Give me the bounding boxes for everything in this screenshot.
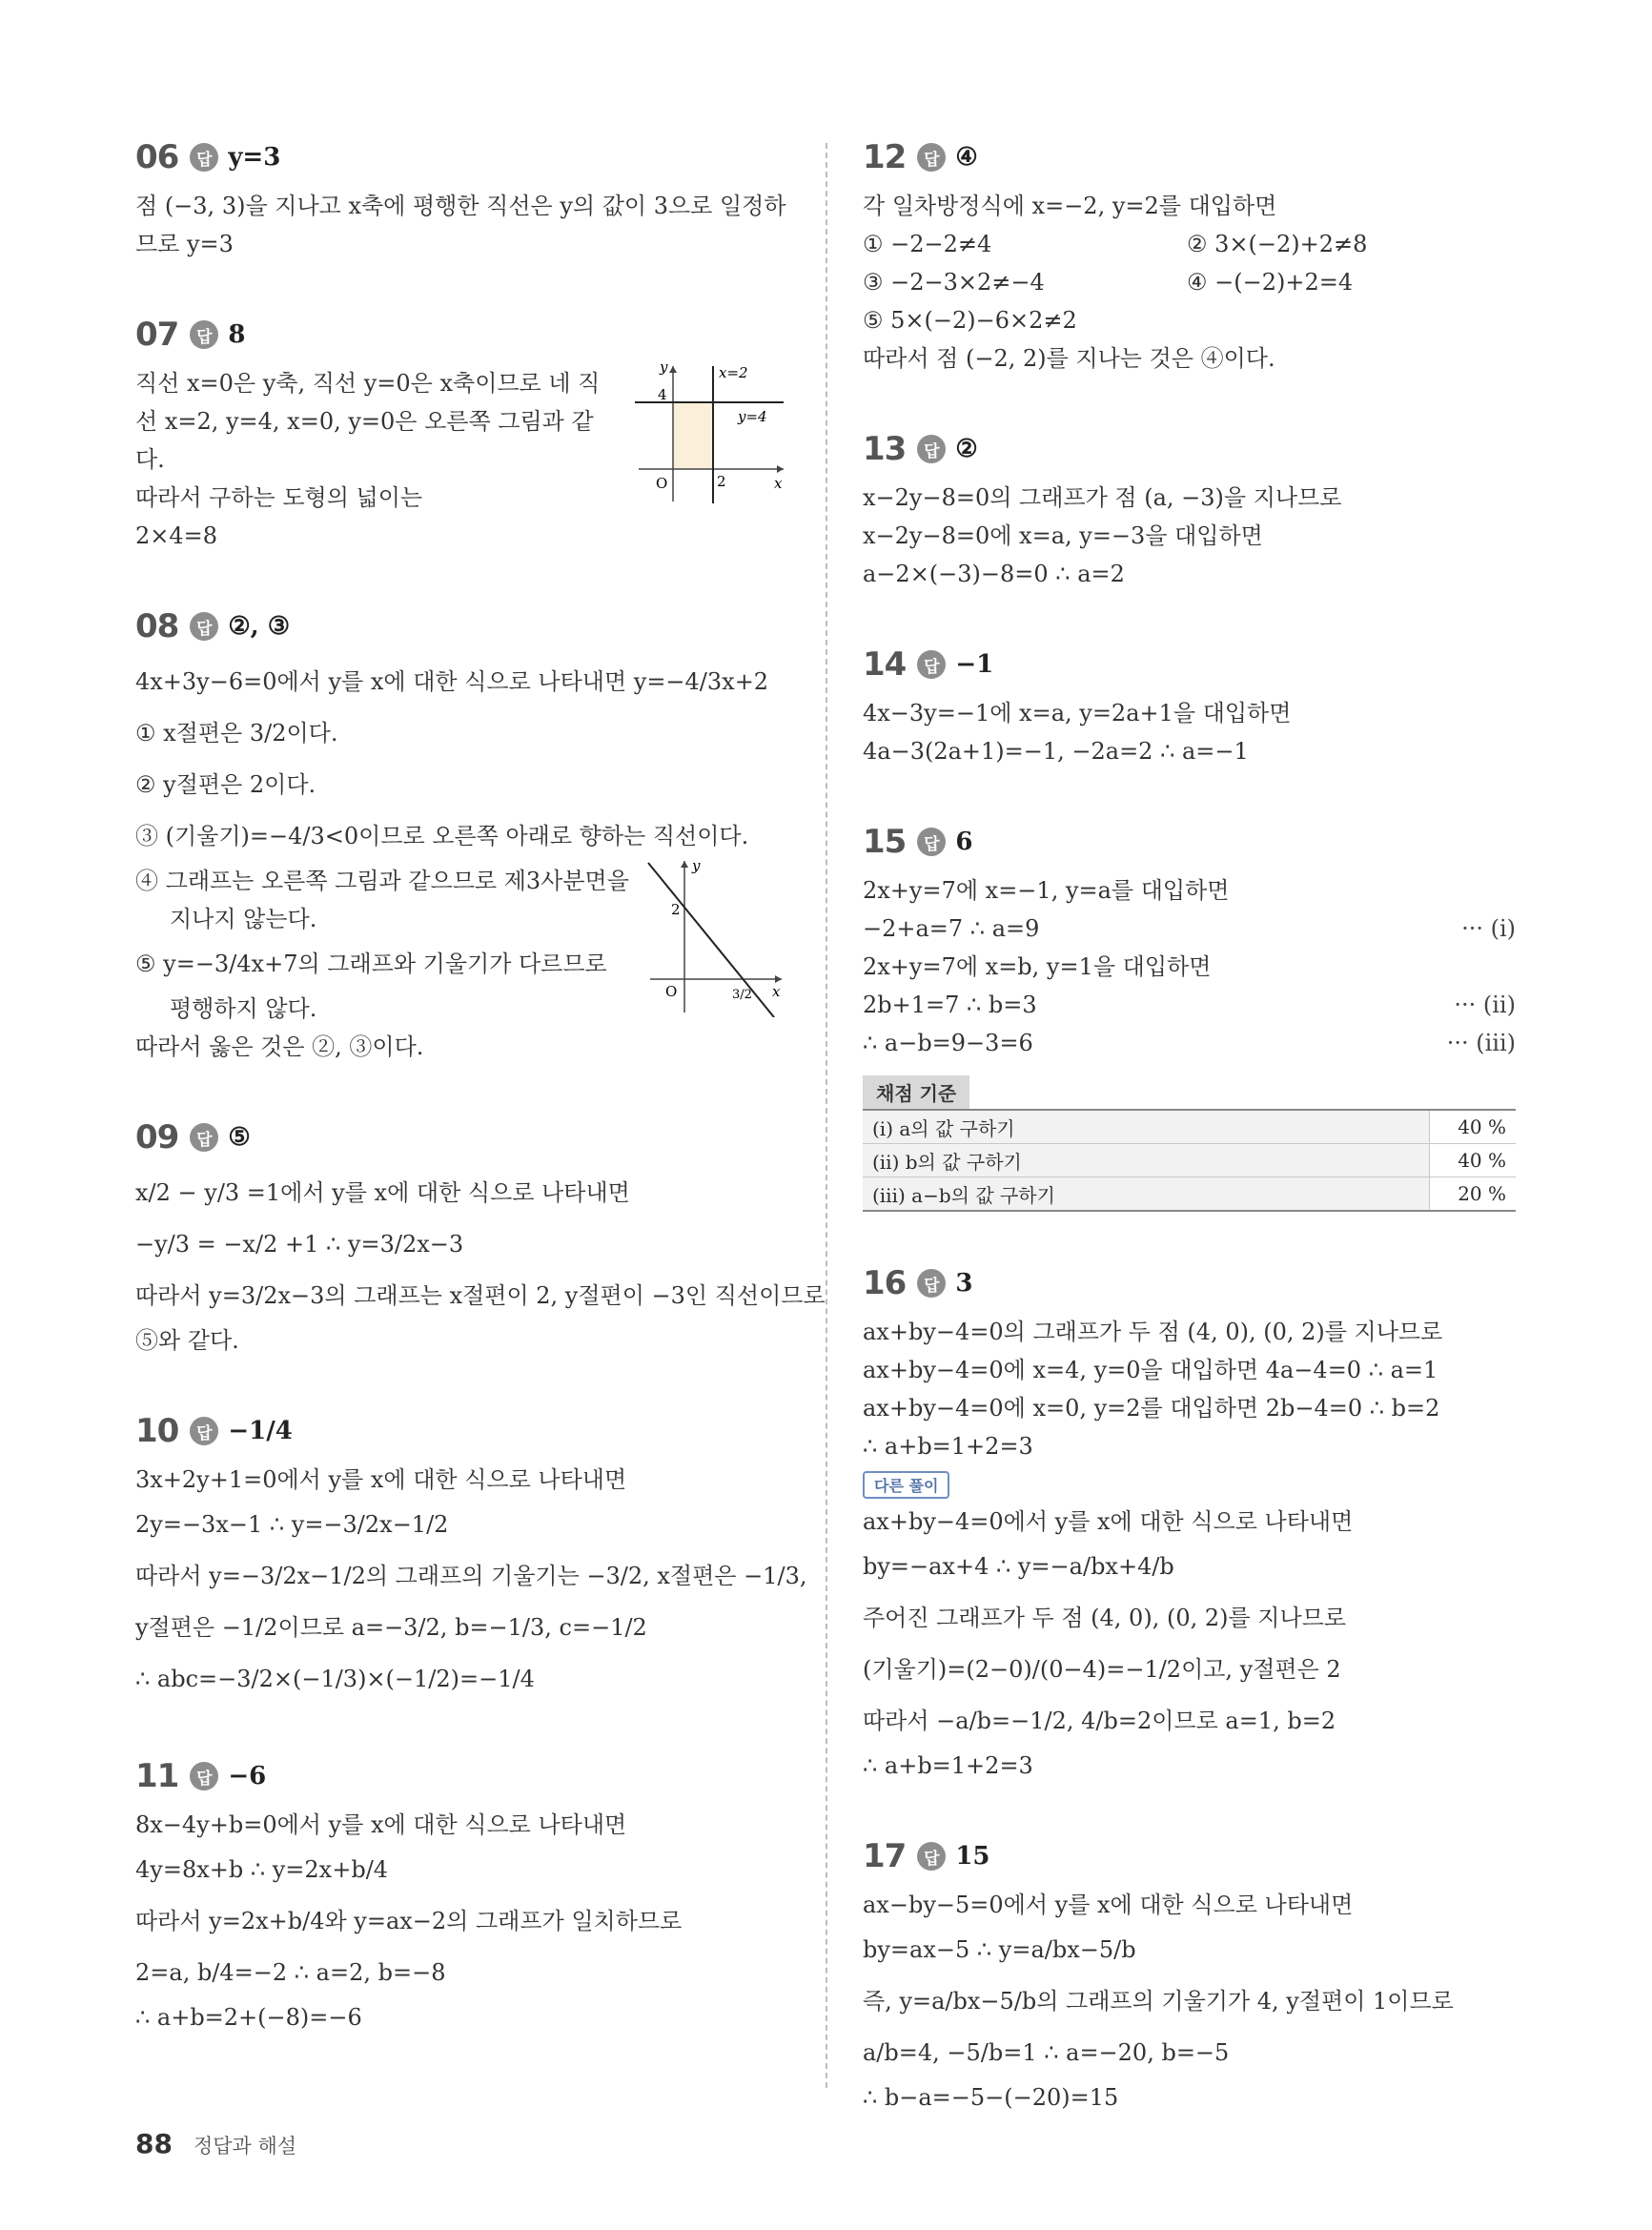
solution-text: −2+a=7 ∴ a=9: [863, 915, 1040, 942]
problem-10: [135, 1407, 807, 1705]
y-axis-label: y: [692, 857, 701, 874]
answer-value: 8: [228, 320, 246, 349]
line-y4-label: y=4: [738, 408, 767, 425]
problem-number: 17: [863, 1837, 907, 1875]
answer-badge: 답: [190, 1417, 218, 1445]
answer-value: 15: [955, 1842, 990, 1871]
y-tick-label: 4: [658, 386, 667, 403]
choice-1: ① −2−2≠4: [863, 231, 992, 257]
problem-number: 13: [863, 430, 907, 468]
solution-line: a−2×(−3)−8=0 ∴ a=2: [863, 561, 1125, 587]
problem-12: [863, 133, 1516, 378]
answer-badge: 답: [917, 143, 946, 172]
rectangle-graph: [631, 358, 793, 511]
solution-line: 따라서 −a/b=−1/2, 4/b=2이므로 a=1, b=2: [863, 1708, 1336, 1734]
solution-line: 4x−3y=−1에 x=a, y=2a+1을 대입하면: [863, 700, 1292, 726]
problem-number: 15: [863, 823, 907, 861]
solution-line: 4a−3(2a+1)=−1, −2a=2 ∴ a=−1: [863, 738, 1249, 765]
solution-line: −y/3 = −x/2 +1 ∴ y=3/2x−3: [135, 1231, 464, 1258]
x-axis-label: x: [774, 475, 783, 492]
page-footer: [135, 2128, 296, 2159]
x-axis-label: x: [772, 983, 781, 1000]
y-axis-label: y: [660, 358, 668, 376]
solution-text: 2b+1=7 ∴ b=3: [863, 992, 1037, 1018]
solution-line: by=−ax+4 ∴ y=−a/bx+4/b: [863, 1553, 1174, 1580]
grading-label: (ⅲ) a−b의 값 구하기: [863, 1177, 1430, 1212]
problem-07: [135, 311, 793, 555]
solution-line: 2×4=8: [135, 522, 218, 549]
left-column: [135, 133, 826, 2084]
problem-15: [863, 818, 1516, 1212]
table-row: [863, 1177, 1516, 1212]
solution-line: 2y=−3x−1 ∴ y=−3/2x−1/2: [135, 1511, 449, 1538]
answer-value: 3: [955, 1269, 973, 1298]
answer-value: ⑤: [228, 1123, 251, 1152]
solution-line: 따라서 옳은 것은 ②, ③이다.: [135, 1033, 424, 1060]
answer-value: −6: [228, 1762, 267, 1790]
problem-13: [863, 425, 1516, 593]
solution-line: ⑤ y=−3/4x+7의 그래프와 기울기가 다르므로: [135, 951, 607, 977]
table-row: [863, 1144, 1516, 1177]
solution-line: ax+by−4=0에 x=4, y=0을 대입하면 4a−4=0 ∴ a=1: [863, 1357, 1438, 1383]
solution-line: ax+by−4=0에 x=0, y=2를 대입하면 2b−4=0 ∴ b=2: [863, 1395, 1440, 1422]
line-graph: [641, 855, 784, 1017]
table-row: [863, 1110, 1516, 1144]
answer-badge: 답: [917, 1842, 946, 1871]
answer-badge: 답: [917, 435, 946, 463]
solution-line: (기울기)=(2−0)/(0−4)=−1/2이고, y절편은 2: [863, 1656, 1341, 1683]
solution-line: 따라서 y=3/2x−3의 그래프는 x절편이 2, y절편이 −3인 직선이므로: [135, 1282, 826, 1309]
grading-label: (ⅱ) b의 값 구하기: [863, 1144, 1430, 1177]
answer-value: ②: [955, 435, 978, 463]
problem-14: [863, 641, 1516, 770]
answer-value: −1: [955, 650, 994, 679]
solution-line: ∴ a+b=2+(−8)=−6: [135, 2004, 362, 2031]
problem-number: 07: [135, 316, 179, 354]
grading-title: 채점 기준: [863, 1075, 969, 1109]
grading-table: [863, 1109, 1516, 1212]
solution-line: [863, 910, 1516, 948]
origin-label: O: [665, 983, 678, 1000]
solution-line: ∴ b−a=−5−(−20)=15: [863, 2084, 1119, 2111]
answer-value: ②, ③: [228, 612, 291, 641]
grading-label: (ⅰ) a의 값 구하기: [863, 1110, 1430, 1144]
page-number: 88: [135, 2128, 173, 2159]
solution-line: y절편은 −1/2이므로 a=−3/2, b=−1/3, c=−1/2: [135, 1614, 647, 1641]
problem-number: 08: [135, 607, 179, 645]
solution-line: 2=a, b/4=−2 ∴ a=2, b=−8: [135, 1959, 446, 1986]
answer-badge: 답: [190, 1123, 218, 1152]
solution-line: ∴ a+b=1+2=3: [863, 1433, 1033, 1460]
column-divider: [826, 143, 827, 2088]
solution-line: x/2 − y/3 =1에서 y를 x에 대한 식으로 나타내면: [135, 1179, 630, 1206]
alternative-solution-badge: 다른 풀이: [863, 1471, 949, 1499]
choice-3: ③ −2−3×2≠−4: [863, 269, 1045, 296]
solution-line: 2x+y=7에 x=−1, y=a를 대입하면: [863, 877, 1230, 904]
footer-title: 정답과 해설: [193, 2135, 297, 2158]
problem-number: 10: [135, 1412, 179, 1450]
problem-06: [135, 133, 793, 263]
solution-text: ∴ a−b=9−3=6: [863, 1030, 1033, 1056]
solution-line: ④ 그래프는 오른쪽 그림과 같으므로 제3사분면을: [135, 868, 629, 894]
solution-line: 4x+3y−6=0에서 y를 x에 대한 식으로 나타내면 y=−4/3x+2: [135, 668, 769, 695]
solution-line: 2x+y=7에 x=b, y=1을 대입하면: [863, 953, 1212, 980]
solution-line: 따라서 점 (−2, 2)를 지나는 것은 ④이다.: [863, 345, 1275, 372]
solution-line: ② y절편은 2이다.: [135, 771, 316, 798]
solution-line: 점 (−3, 3)을 지나고 x축에 평행한 직선은 y의 값이 3으로 일정하: [135, 193, 786, 219]
problem-number: 12: [863, 138, 907, 176]
solution-line: 따라서 y=2x+b/4와 y=ax−2의 그래프가 일치하므로: [135, 1908, 683, 1934]
problem-number: 11: [135, 1757, 179, 1795]
y-axis-arrow: [681, 861, 688, 868]
solution-line: 4y=8x+b ∴ y=2x+b/4: [135, 1856, 389, 1883]
solution-line: 따라서 구하는 도형의 넓이는: [135, 484, 423, 511]
choice-row: [863, 263, 1516, 301]
y-tick-label: 2: [671, 901, 681, 918]
choice-2: ② 3×(−2)+2≠8: [1187, 231, 1368, 257]
line-x2-label: x=2: [719, 364, 748, 381]
solution-line: ∴ abc=−3/2×(−1/3)×(−1/2)=−1/4: [135, 1666, 535, 1692]
problem-number: 14: [863, 645, 907, 684]
grading-percent: 20 %: [1430, 1177, 1517, 1212]
problem-number: 09: [135, 1118, 179, 1156]
problem-09: [135, 1114, 826, 1360]
solution-line: 지나지 않는다.: [170, 906, 317, 932]
choice-5: ⑤ 5×(−2)−6×2≠2: [863, 307, 1077, 334]
right-column: [863, 133, 1516, 2164]
solution-line: ⑤와 같다.: [135, 1327, 239, 1354]
grading-percent: 40 %: [1430, 1144, 1517, 1177]
problem-11: [135, 1752, 793, 2036]
x-tick-label: 3/2: [732, 988, 752, 1002]
solution-line: 주어진 그래프가 두 점 (4, 0), (0, 2)를 지나므로: [863, 1605, 1347, 1631]
answer-value: −1/4: [228, 1417, 293, 1445]
solution-line: 직선 x=0은 y축, 직선 y=0은 x축이므로 네 직: [135, 370, 601, 397]
choice-row: [863, 225, 1516, 263]
solution-line: ax−by−5=0에서 y를 x에 대한 식으로 나타내면: [863, 1892, 1354, 1918]
grading-percent: 40 %: [1430, 1110, 1517, 1144]
solution-line: ① x절편은 3/2이다.: [135, 720, 338, 747]
solution-line: 따라서 y=−3/2x−1/2의 그래프의 기울기는 −3/2, x절편은 −1/3,: [135, 1563, 807, 1589]
solution-line: 다.: [135, 446, 165, 473]
problem-17: [863, 1832, 1516, 2117]
solution-line: 즉, y=a/bx−5/b의 그래프의 기울기가 4, y절편이 1이므로: [863, 1988, 1454, 2015]
answer-badge: 답: [190, 143, 218, 172]
solution-line: by=ax−5 ∴ y=a/bx−5/b: [863, 1936, 1136, 1963]
solution-line: ∴ a+b=1+2=3: [863, 1752, 1033, 1779]
solution-line: 8x−4y+b=0에서 y를 x에 대한 식으로 나타내면: [135, 1811, 627, 1838]
solution-line: x−2y−8=0의 그래프가 점 (a, −3)을 지나므로: [863, 484, 1342, 511]
answer-badge: 답: [190, 612, 218, 641]
x-tick-label: 2: [717, 473, 726, 490]
problem-16: [863, 1259, 1516, 1785]
origin-label: O: [656, 475, 668, 492]
solution-line: [863, 986, 1516, 1024]
answer-value: ④: [955, 143, 978, 172]
solution-line: 선 x=2, y=4, x=0, y=0은 오른쪽 그림과 같: [135, 408, 594, 435]
problem-08: [135, 603, 793, 1066]
solution-line: 3x+2y+1=0에서 y를 x에 대한 식으로 나타내면: [135, 1466, 627, 1493]
problem-number: 16: [863, 1264, 907, 1302]
answer-value: 6: [955, 828, 973, 856]
solution-line: 므로 y=3: [135, 231, 234, 257]
solution-line: ax+by−4=0의 그래프가 두 점 (4, 0), (0, 2)를 지나므로: [863, 1319, 1443, 1345]
answer-badge: 답: [917, 1269, 946, 1298]
choice-4: ④ −(−2)+2=4: [1187, 269, 1354, 296]
x-axis-arrow: [777, 465, 784, 473]
solution-line: 평행하지 않다.: [170, 995, 317, 1022]
problem-number: 06: [135, 138, 179, 176]
answer-value: y=3: [228, 143, 281, 172]
answer-badge: 답: [917, 828, 946, 856]
x-axis-arrow: [775, 975, 782, 983]
solution-line: x−2y−8=0에 x=a, y=−3을 대입하면: [863, 522, 1263, 549]
step-tag: ··· (ⅱ): [1454, 992, 1516, 1018]
solution-line: 각 일차방정식에 x=−2, y=2를 대입하면: [863, 193, 1277, 219]
shaded-region: [673, 402, 713, 469]
y-axis-arrow: [669, 366, 677, 373]
step-tag: ··· (ⅰ): [1461, 915, 1516, 942]
step-tag: ··· (ⅲ): [1446, 1030, 1516, 1056]
answer-badge: 답: [917, 650, 946, 679]
solution-line: [863, 1024, 1516, 1062]
answer-badge: 답: [190, 1762, 218, 1790]
solution-line: ③ (기울기)=−4/3<0이므로 오른쪽 아래로 향하는 직선이다.: [135, 823, 749, 849]
answer-badge: 답: [190, 320, 218, 349]
solution-line: ax+by−4=0에서 y를 x에 대한 식으로 나타내면: [863, 1508, 1354, 1535]
solution-line: a/b=4, −5/b=1 ∴ a=−20, b=−5: [863, 2039, 1230, 2066]
